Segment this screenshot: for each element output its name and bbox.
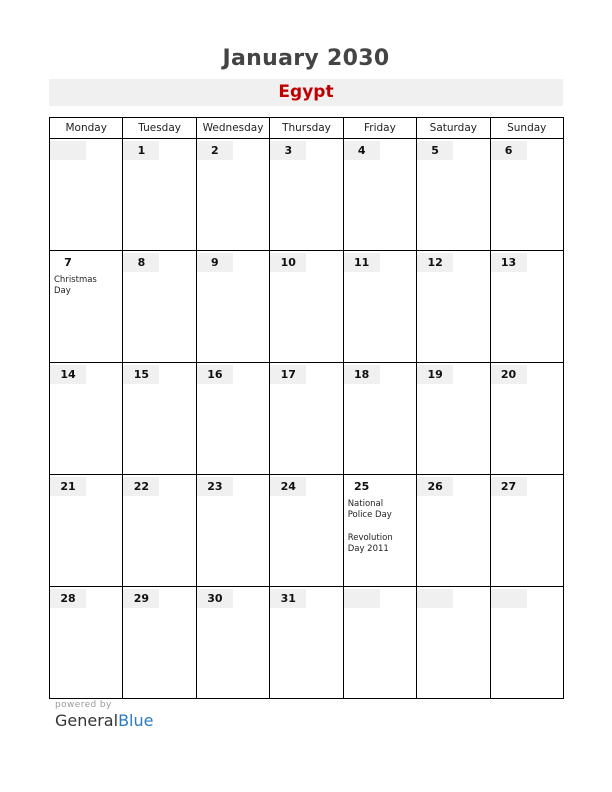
day-number: 24 [270, 477, 306, 496]
day-cell [343, 251, 416, 363]
week-row [50, 139, 564, 251]
weekday-header-row [50, 118, 564, 139]
brand-name-part2: Blue [118, 711, 154, 730]
day-number [344, 589, 380, 608]
day-cell [343, 587, 416, 699]
day-number: 13 [491, 253, 527, 272]
day-cell [490, 363, 563, 475]
day-number: 10 [270, 253, 306, 272]
day-cell [50, 475, 123, 587]
holiday-list [344, 496, 416, 555]
day-cell [123, 139, 196, 251]
day-number: 25 [354, 480, 370, 493]
day-number: 30 [197, 589, 233, 608]
day-cell [270, 363, 343, 475]
weekday-header: Friday [343, 118, 416, 139]
day-cell [343, 475, 416, 587]
day-number: 6 [491, 141, 527, 160]
day-cell [270, 587, 343, 699]
day-cell [417, 587, 490, 699]
day-number: 9 [197, 253, 233, 272]
day-number: 14 [50, 365, 86, 384]
day-cell [490, 587, 563, 699]
week-row [50, 363, 564, 475]
day-cell [123, 475, 196, 587]
day-number: 18 [344, 365, 380, 384]
day-number [491, 589, 527, 608]
weekday-header: Saturday [417, 118, 490, 139]
day-cell [490, 139, 563, 251]
week-row [50, 475, 564, 587]
brand-logo [55, 711, 153, 730]
day-number: 21 [50, 477, 86, 496]
powered-by-text: powered by [55, 700, 112, 710]
day-cell [490, 475, 563, 587]
day-number [50, 141, 86, 160]
day-number: 16 [197, 365, 233, 384]
day-cell [417, 251, 490, 363]
holiday-list [50, 272, 122, 297]
holiday-label: National Police Day [347, 499, 392, 520]
day-number: 7 [64, 256, 72, 269]
day-cell [417, 363, 490, 475]
day-cell [417, 475, 490, 587]
day-number: 8 [123, 253, 159, 272]
day-cell [270, 139, 343, 251]
day-number: 5 [417, 141, 453, 160]
weekday-header: Monday [50, 118, 123, 139]
day-cell [123, 587, 196, 699]
day-number: 19 [417, 365, 453, 384]
day-cell [123, 363, 196, 475]
week-row [50, 587, 564, 699]
day-cell [196, 475, 269, 587]
day-number: 17 [270, 365, 306, 384]
brand-name-part1: General [55, 711, 119, 730]
day-number [417, 589, 453, 608]
country-name: Egypt [278, 82, 334, 102]
page-title: January 2030 [222, 46, 390, 71]
weekday-header: Sunday [490, 118, 563, 139]
day-number: 23 [197, 477, 233, 496]
day-cell [50, 139, 123, 251]
day-cell [490, 251, 563, 363]
country-banner [49, 79, 563, 106]
day-number: 26 [417, 477, 453, 496]
day-cell [50, 587, 123, 699]
weekday-header: Thursday [270, 118, 343, 139]
day-number: 11 [344, 253, 380, 272]
day-number: 3 [270, 141, 306, 160]
calendar-grid [49, 117, 563, 697]
footer [55, 700, 153, 730]
day-number: 15 [123, 365, 159, 384]
day-number: 1 [123, 141, 159, 160]
day-number: 22 [123, 477, 159, 496]
holiday-label: Christmas Day [54, 275, 97, 296]
day-cell [270, 251, 343, 363]
calendar-table [49, 117, 564, 699]
day-number: 31 [270, 589, 306, 608]
day-cell [50, 251, 123, 363]
day-cell [343, 363, 416, 475]
day-cell [270, 475, 343, 587]
day-cell [50, 363, 123, 475]
day-number: 29 [123, 589, 159, 608]
day-cell [196, 587, 269, 699]
day-cell [343, 139, 416, 251]
day-number: 12 [417, 253, 453, 272]
day-cell [196, 251, 269, 363]
weekday-header: Tuesday [123, 118, 196, 139]
day-number: 28 [50, 589, 86, 608]
day-cell [123, 251, 196, 363]
day-cell [417, 139, 490, 251]
weeks-body [50, 139, 564, 699]
day-cell [196, 363, 269, 475]
day-number: 20 [491, 365, 527, 384]
holiday-label: Revolution Day 2011 [347, 533, 393, 554]
weekday-header: Wednesday [196, 118, 269, 139]
day-number: 27 [491, 477, 527, 496]
day-number: 4 [344, 141, 380, 160]
week-row [50, 251, 564, 363]
day-cell [196, 139, 269, 251]
day-number: 2 [197, 141, 233, 160]
